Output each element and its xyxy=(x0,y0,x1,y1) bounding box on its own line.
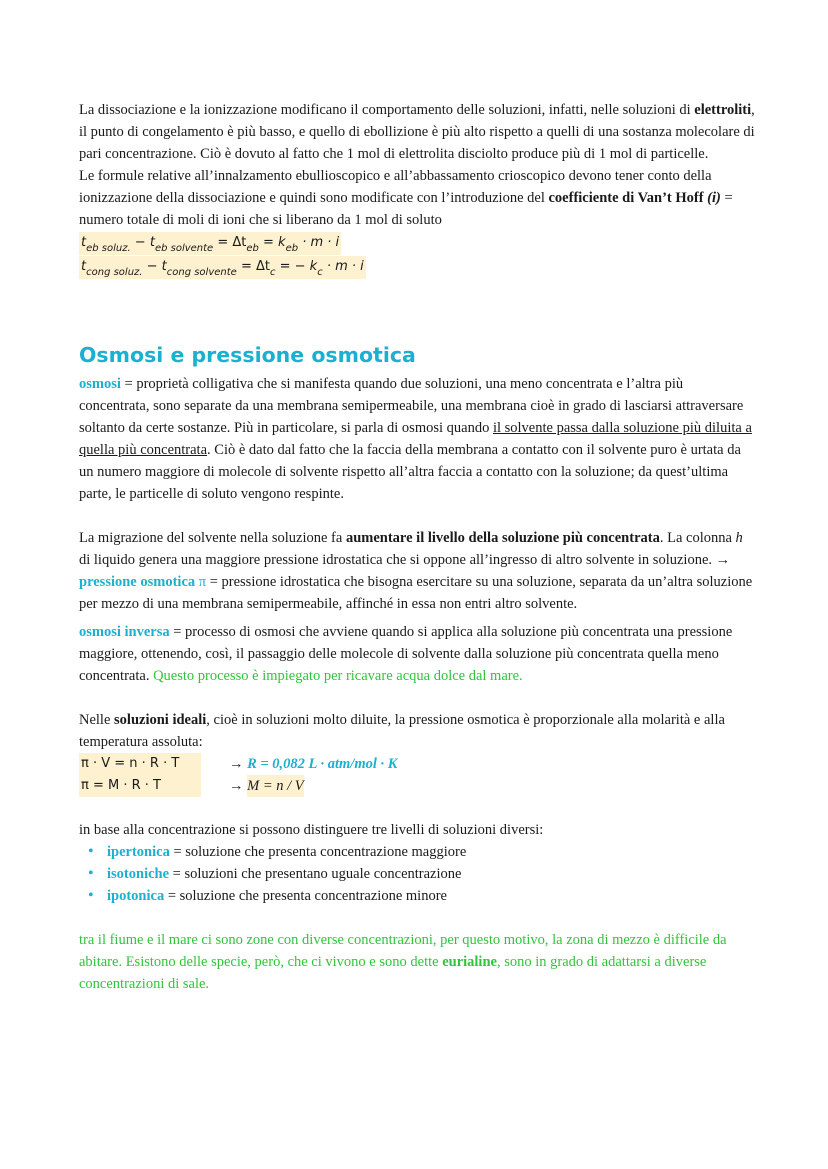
paragraph-ideal-solutions: Nelle soluzioni ideali, cioè in soluzioni molto diluite, la pressione osmotica è proporzionale alla molarità e alla temperatura assoluta: xyxy=(79,712,725,750)
paragraph-levels-intro: in base alla concentrazione si possono distinguere tre livelli di soluzioni diversi: xyxy=(79,822,544,838)
formula-ebullioscopic: $t_{eb soluz.} - t_{eb solvente} = \Delta t_{eb} = k_{eb} \cdot m \cdot i$ xyxy=(79,231,755,255)
formula-cryoscopic: $t_{cong soluz.} - t_{cong solvente} = \Delta t_c$ = − $k_c \cdot m \cdot i$ xyxy=(79,255,755,279)
equation-molarity: π = M · R · T → M = n / V xyxy=(79,775,755,797)
equation-van-t-hoff-law: π · V = n · R · T → R = 0,082 L · atm/mol · K xyxy=(79,753,755,775)
paragraph-reverse-osmosis: osmosi inversa = processo di osmosi che avviene quando si applica alla soluzione più concentrata una pressione maggiore, ottenendo, così, il passaggio delle molecole di solvente dalla soluzione più concentrata quella meno concentrata. Questo processo è impiegato per ricavare acqua dolce dal mare. xyxy=(79,624,733,684)
paragraph-vant-hoff: Le formule relative all’innalzamento ebullioscopico e all’abbassamento crioscopico devono tener conto della ionizzazione della dissociazione e quindi sono modificate con l’introduzione del coefficiente di Van’t Hoff (i) = numero totale di moli di ioni che si liberano da 1 mol di soluto xyxy=(79,168,733,228)
levels-list xyxy=(79,841,755,907)
paragraph-osmosis-definition: osmosi = proprietà colligativa che si manifesta quando due soluzioni, una meno concentrata e l’altra più concentrata, sono separate da una membrana semipermeabile, una membrana cioè in grado di lasciarsi attraversare soltanto da certe sostanze. Più in particolare, si parla di osmosi quando il solvente passa dalla soluzione più diluita a quella più concentrata. Ciò è dato dal fatto che la faccia della membrana a contatto con il solvente puro è urtata da un numero maggiore di molecole di solvente rispetto all’altra faccia a contatto con la soluzione; da quest’ultima parte, le particelle di soluto vengono respinte. xyxy=(79,376,752,502)
list-item: • isotoniche = soluzioni che presentano uguale concentrazione xyxy=(107,863,755,885)
list-item: • ipertonica = soluzione che presenta concentrazione maggiore xyxy=(107,841,755,863)
paragraph-eurialine: tra il fiume e il mare ci sono zone con diverse concentrazioni, per questo motivo, la zona di mezzo è difficile da abitare. Esistono delle specie, però, che ci vivono e sono dette eurialine, sono in grado di adattarsi a diverse concentrazioni di sale. xyxy=(79,932,727,992)
paragraph-electrolytes: La dissociazione e la ionizzazione modificano il comportamento delle soluzioni, infatti, nelle soluzioni di elettroliti, il punto di congelamento è più basso, e quello di ebollizione è più alto rispetto a quelli di una sostanza molecolare di pari concentrazione. Ciò è dovuto al fatto che 1 mol di elettrolita disciolto produce più di 1 mol di particelle. xyxy=(79,102,755,162)
list-item: • ipotonica = soluzione che presenta concentrazione minore xyxy=(107,885,755,907)
document-page xyxy=(79,99,755,995)
section-heading-osmosis: Osmosi e pressione osmotica xyxy=(79,343,416,367)
paragraph-migration: La migrazione del solvente nella soluzione fa aumentare il livello della soluzione più concentrata. La colonna h di liquido genera una maggiore pressione idrostatica che si oppone all’ingresso di altro solvente in soluzione. → pressione osmotica π = pressione idrostatica che bisogna esercitare su una soluzione, separata da un’altra soluzione per mezzo di una membrana semipermeabile, affinché in essa non entri altro solvente. xyxy=(79,530,753,612)
